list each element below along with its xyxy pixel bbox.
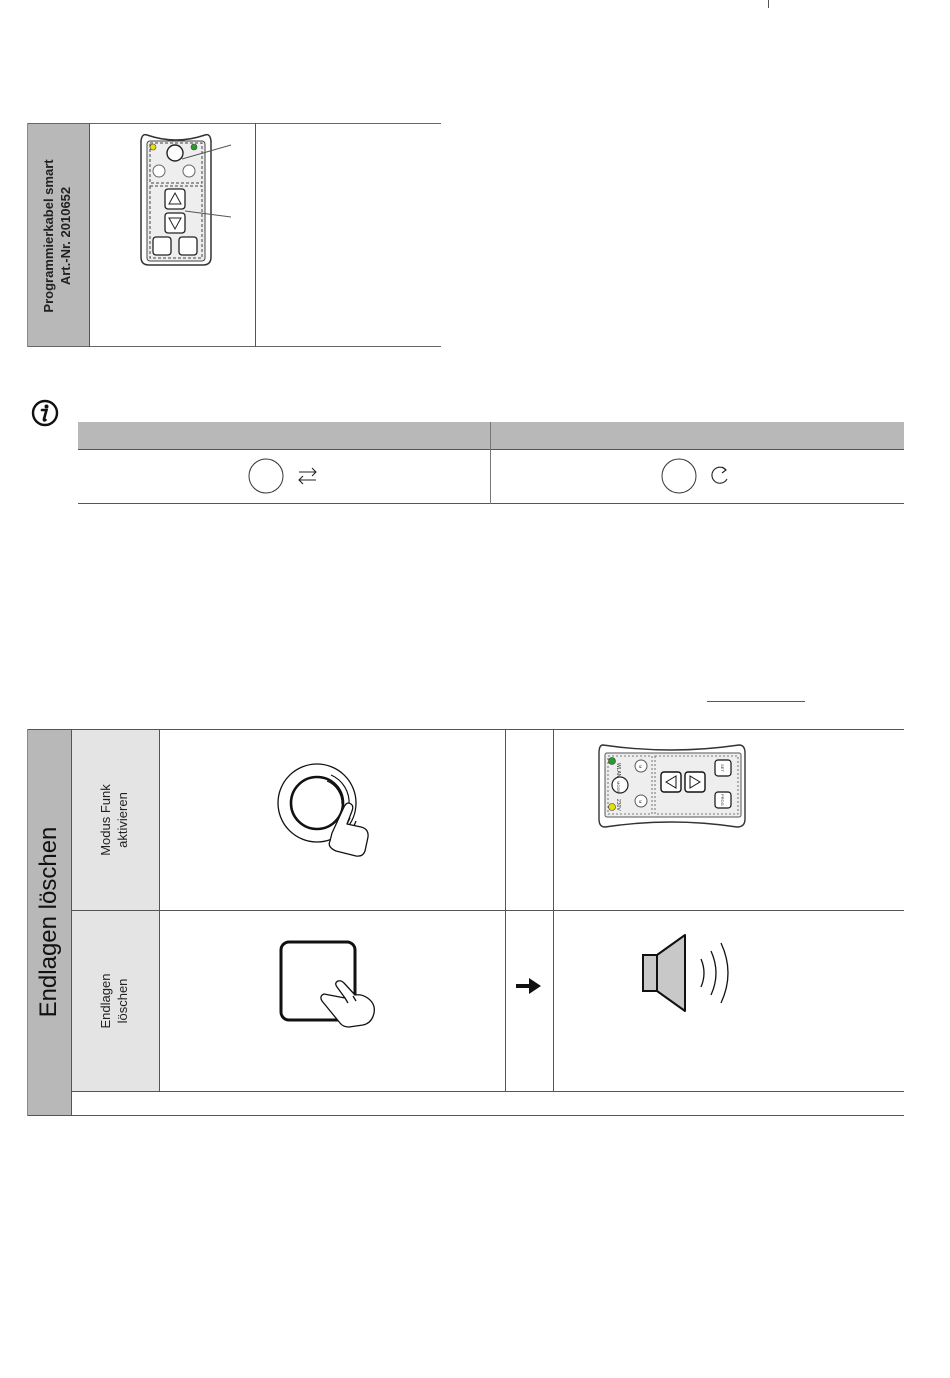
svg-text:SET: SET xyxy=(720,764,725,772)
swap-arrows-icon xyxy=(299,468,316,484)
row1-label: Modus Funk aktivieren xyxy=(98,784,130,856)
article-number: Art.-Nr. 2010652 xyxy=(58,186,73,286)
top-panel-label xyxy=(40,124,76,348)
round-button-press-illustration xyxy=(272,761,392,861)
top-rule xyxy=(768,0,769,8)
product-name: Programmierkabel smart xyxy=(41,159,56,313)
section-title: Endlagen löschen xyxy=(35,826,62,1018)
info-cell-left xyxy=(248,458,328,496)
info-cell-right xyxy=(661,458,741,496)
info-table xyxy=(78,422,904,504)
svg-text:230V: 230V xyxy=(615,799,621,811)
row2-label: Endlagen löschen xyxy=(98,973,130,1029)
square-button-press-illustration xyxy=(275,939,385,1039)
info-icon xyxy=(29,398,61,430)
reload-icon xyxy=(712,467,727,483)
svg-text:M: M xyxy=(638,800,643,804)
endlagen-section xyxy=(27,729,904,1116)
svg-text:MODE: MODE xyxy=(616,781,621,793)
svg-text:WLAN: WLAN xyxy=(615,763,621,778)
speaker-icon xyxy=(637,929,757,1019)
remote-control-illustration xyxy=(595,741,747,831)
arrow-right-icon xyxy=(516,977,542,995)
link-underline[interactable] xyxy=(707,701,805,702)
programming-cable-illustration xyxy=(127,131,247,271)
info-table-header xyxy=(78,422,904,449)
svg-text:PROG: PROG xyxy=(720,794,725,806)
svg-text:M: M xyxy=(638,765,643,769)
top-panel xyxy=(27,123,441,347)
